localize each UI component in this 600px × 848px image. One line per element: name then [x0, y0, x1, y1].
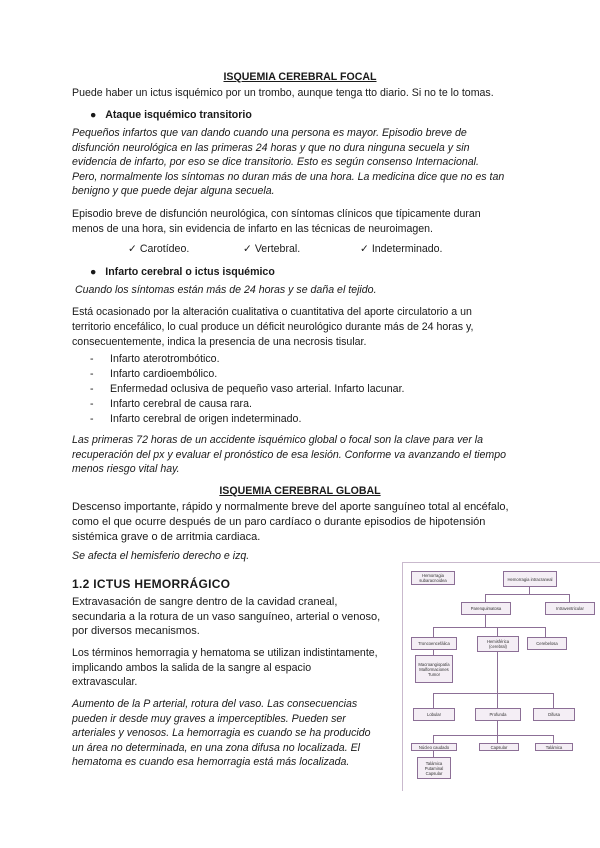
intro-text: Puede haber un ictus isquémico por un trombo, aunque tenga tto diario. Si no te lo tomas. [72, 87, 494, 99]
tia-italic-paragraph [72, 126, 527, 199]
connector-line [497, 720, 498, 735]
text-line: Los términos hemorragia y hematoma se utilizan indistintamente, [72, 647, 378, 659]
list-item: - Infarto cardioembólico. [90, 368, 218, 380]
connector-line [485, 594, 486, 602]
diagram-box-lobar: Lobular [413, 708, 455, 721]
diagram-box-thalamic: Talámica [535, 743, 573, 751]
text-line: Extravasación de sangre dentro de la cavidad craneal, [72, 596, 338, 608]
tia-definition [72, 207, 527, 237]
diagram-box-diffuse: Difusa [533, 708, 575, 721]
text-line: hematoma es cuando esa hemorragia está más localizada. [72, 756, 350, 768]
text-line: pueden ir desde muy graves a imperceptibles. Pueden ser [72, 712, 346, 725]
connector-line [433, 735, 553, 736]
text-line: arteriales y venosos. La hemorragia es cuando se ha producido [72, 727, 371, 739]
text-line: benigno y que puede dejar alguna secuela. [72, 185, 275, 197]
text-line: territorio encefálico, lo cual produce un déficit neurológico durante más de 24 horas y, [72, 321, 474, 333]
text-line: extravascular. [72, 676, 138, 688]
connector-line [529, 586, 530, 594]
text-line: disfunción neurológica en las primeras 24 horas y que no dura ninguna secuela y sin [72, 141, 470, 154]
diagram-box-thalamic-putaminal: Talámica Putaminal Capsular [417, 757, 451, 779]
text-line: Está ocasionado por la alteración cualitativa o cuantitativa del aporte circulatorio a un [72, 306, 472, 318]
list-item: - Enfermedad oclusiva de pequeño vaso arterial. Infarto lacunar. [90, 383, 405, 395]
diagram-box-parenchymal: Parenquimatosa [461, 602, 511, 615]
diagram-box-intraventricular: Intraventricular [545, 602, 595, 615]
text-line: Descenso importante, rápido y normalmente breve del aporte sanguíneo total al encéfalo, [72, 501, 509, 513]
list-item: - Infarto cerebral de causa rara. [90, 398, 252, 410]
infarct-closing [72, 433, 527, 477]
text-line: como el que ocurre después de un paro cardíaco o durante episodios de hipotensión [72, 516, 486, 528]
connector-line [497, 693, 498, 708]
diagram-box-etiology: Macroangiopatía Malformaciones Tumor [415, 655, 453, 683]
connector-line [569, 594, 570, 602]
bullet-icon: ● [90, 266, 97, 278]
text-line: por diversos mecanismos. [72, 625, 200, 637]
global-italic-note: Se afecta el hemisferio derecho e izq. [72, 550, 250, 562]
connector-line [545, 627, 546, 637]
diagram-box-deep: Profunda [475, 708, 521, 721]
connector-line [553, 693, 554, 708]
text-line: Pero, normalmente los síntomas no duran más de una hora. La medicina dice que no es tan [72, 170, 505, 183]
bullet-icon: ● [90, 109, 97, 121]
infarct-italic-note: Cuando los síntomas están más de 24 horas y se daña el tejido. [75, 284, 377, 296]
connector-line [433, 693, 553, 694]
section-title-focal: ISQUEMIA CEREBRAL FOCAL [223, 71, 377, 83]
connector-line [433, 735, 434, 743]
infarct-types-list [90, 352, 404, 427]
connector-line [433, 627, 545, 628]
diagram-box-cerebellar: Cerebelosa [527, 637, 567, 650]
connector-line [433, 693, 434, 708]
text-line: consecuentemente, indica la presencia de una necrosis tisular. [72, 336, 367, 348]
text-line: Episodio breve de disfunción neurológica, con síntomas clínicos que típicamente duran [72, 208, 481, 220]
tia-heading: ● Ataque isquémico transitorio [90, 109, 252, 121]
check-item-vertebral: ✓ Vertebral. [243, 243, 301, 255]
diagram-box-capsular: Capsular [479, 743, 519, 751]
text-line: evidencia de infarto, por eso se dice transitorio. Esto es según consenso Internacional. [72, 156, 479, 168]
text-line: recuperación del px y evaluar el pronóstico de esa lesión. Conforme va avanzando el tiempo [72, 448, 507, 461]
diagram-box-brainstem: Troncoencefálica [411, 637, 457, 650]
hemorrhage-classification-diagram [402, 562, 600, 791]
diagram-box-caudate: Núcleo caudado [411, 743, 457, 751]
hemorrhagic-p2 [72, 646, 392, 690]
text-line: menos de una hora, sin evidencia de infarto en las técnicas de neuroimagen. [72, 223, 434, 235]
check-item-undetermined: ✓ Indeterminado. [360, 243, 443, 255]
infarct-heading: ● Infarto cerebral o ictus isquémico [90, 266, 275, 278]
hemorrhagic-p3 [72, 697, 392, 770]
text-line: secundaria a la rotura de un vaso sanguíneo, arterial o venoso, [72, 610, 381, 623]
global-body [72, 500, 527, 545]
text-line: implicando ambos la salida de la sangre al espacio [72, 661, 312, 674]
connector-line [553, 735, 554, 743]
text-line: menos riesgo vital hay. [72, 463, 180, 475]
text-line: sistémica grave o de arritmia cardiaca. [72, 531, 261, 543]
text-line: Pequeños infartos que van dando cuando una persona es mayor. Episodio breve de [72, 127, 467, 139]
diagram-box-intracranial: Hemorragia intracraneal [503, 571, 557, 587]
connector-line [497, 651, 498, 693]
text-line: Las primeras 72 horas de un accidente isquémico global o focal son la clave para ver la [72, 434, 484, 446]
list-item: - Infarto cerebral de origen indeterminado. [90, 413, 302, 425]
infarct-body [72, 305, 527, 350]
diagram-box-subarachnoid: Hemorragia subaracnoidea [411, 571, 455, 585]
list-item: - Infarto aterotrombótico. [90, 353, 220, 365]
section-title-global: ISQUEMIA CEREBRAL GLOBAL [219, 485, 381, 497]
diagram-box-hemispheric: Hemisférica (cerebral) [477, 636, 519, 652]
text-line: un área no determinada, en una zona difusa no localizada. El [72, 741, 360, 754]
connector-line [485, 594, 569, 595]
connector-line [485, 614, 486, 627]
check-item-carotid: ✓ Carotídeo. [128, 243, 190, 255]
text-line: Aumento de la P arterial, rotura del vaso. Las consecuencias [72, 698, 358, 710]
section-title-hemorrhagic: 1.2 ICTUS HEMORRÁGICO [72, 577, 231, 591]
hemorrhagic-p1 [72, 595, 392, 639]
connector-line [497, 735, 498, 743]
connector-line [433, 627, 434, 637]
